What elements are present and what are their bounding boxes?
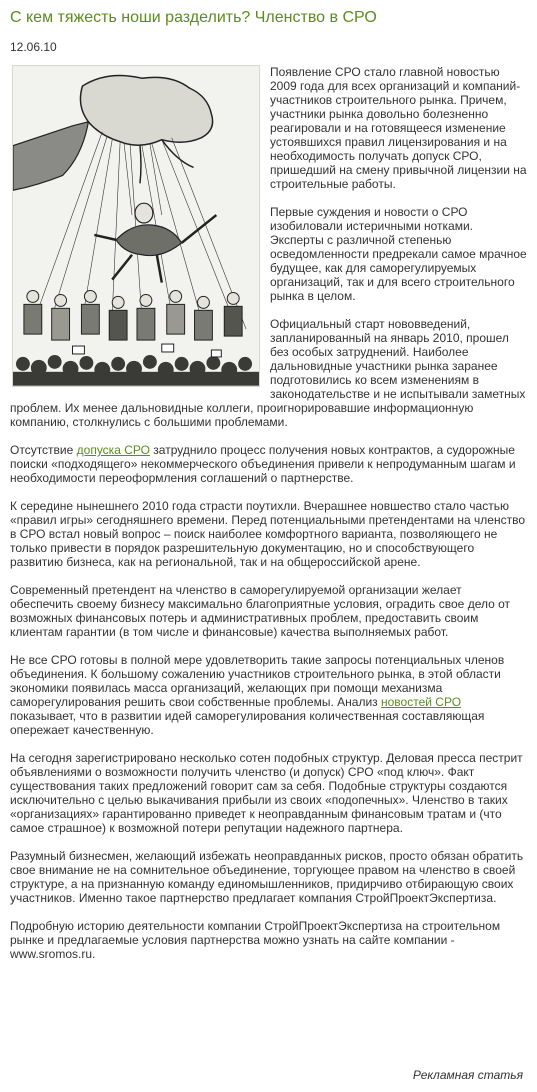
paragraph: Современный претендент на членство в саморегулируемой организации желает обеспечить своему бизнесу максимально благоприятные условия, оградить свое дело от возможных финансовых потерь и административных проблем, предоставить своим клиентам гарантии (в том числе и финансовые) качества выполняемых работ. [10,583,511,639]
paragraph: Подробную историю деятельности компании СтройПроектЭкспертиза на строительном рынке и предлагаемые условия партнерства можно узнать на сайте компании - www.sromos.ru. [10,919,501,961]
sponsored-label: Рекламная статья [412,1068,523,1082]
paragraph: На сегодня зарегистрировано несколько сотен подобных структур. Деловая пресса пестрит объявлениями о возможности получить членство (и допуск) СРО «под ключ». Факт существования таких предложений говорит сам за себя. Подобные структуры создаются исключительно с целью выкачивания прибыли из своих «подопечных». Членство в таких «организациях» гарантированно приведет к неоправданным финансовым тратам и (что самое страшное) к возможной потери репутации надежного партнера. [10,751,523,835]
paragraph-text: затруднило процесс получения новых контрактов, а судорожные поиски «подходящего» некоммерческого объединения привели к непродуманным шагам и необходимости переоформления соглашений о партнерстве. [10,443,516,485]
paragraph [10,443,527,485]
paragraph-text: Не все СРО готовы в полной мере удовлетворить такие запросы потенциальных членов объединения. К большому сожалению участников строительного рынка, в этой области экономики появилась масса организаций, желающих при помощи механизма саморегулирования решить свои собственные проблемы. Анализ [10,653,505,709]
article-body [10,54,527,961]
article-date: 12.06.10 [10,40,57,54]
paragraph: Разумный бизнесмен, желающий избежать неоправданных рисков, просто обязан обратить свое внимание не на сомнительное объединение, торгующее правом на членство в своей структуре, а на признанную команду единомышленников, придирчиво отбирающую своих участников. Именно такое партнерство предлагает компания СтройПроектЭкспертиза. [10,849,524,905]
paragraph-text: Отсутствие [10,443,77,457]
paragraph: Первые суждения и новости о СРО изобиловали истеричными нотками. Эксперты с различной степенью осведомленности предрекали самое мрачное будущее, как для саморегулируемых организаций, так и для всего строительного рынка в целом. [270,205,527,303]
paragraph-text: показывает, что в развитии идей саморегулирования количественная составляющая опережает качественную. [10,709,485,737]
sro-news-link[interactable]: новостей СРО [381,695,462,709]
sro-permit-link[interactable]: допуска СРО [76,443,150,457]
article-title: С кем тяжесть ноши разделить? Членство в СРО [10,9,377,26]
puppeteer-cartoon-illustration [12,65,260,387]
paragraph: Появление СРО стало главной новостью 2009 года для всех организаций и компаний-участников строительного рынка. Причем, участники рынка довольно болезненно реагировали и на готовящееся изменение устоявшихся правил лицензирования и на необходимость получать допуск СРО, пришедший на смену привычной лицензии на строительные работы. [270,65,527,191]
paragraph [10,653,527,737]
paragraph: К середине нынешнего 2010 года страсти поутихли. Вчерашнее новшество стало частью «правил игры» сегодняшнего времени. Перед потенциальными претендентами на членство в СРО встал новый вопрос – поиск наиболее комфортного варианта, позволяющего не только привести в порядок разрешительную документацию, но и способствующего развитию бизнеса, как на региональной, так и на общероссийской арене. [10,499,526,569]
paragraph: Официальный старт нововведений, запланированный на январь 2010, прошел без особых затруднений. Наиболее дальновидные участники рынка заранее подготовились ко всем изменениям в законодательстве и не испытывали заметных проблем. Их менее дальновидные коллеги, проигнорировавшие информационную компанию, столкнулись с большими проблемами. [10,317,526,429]
